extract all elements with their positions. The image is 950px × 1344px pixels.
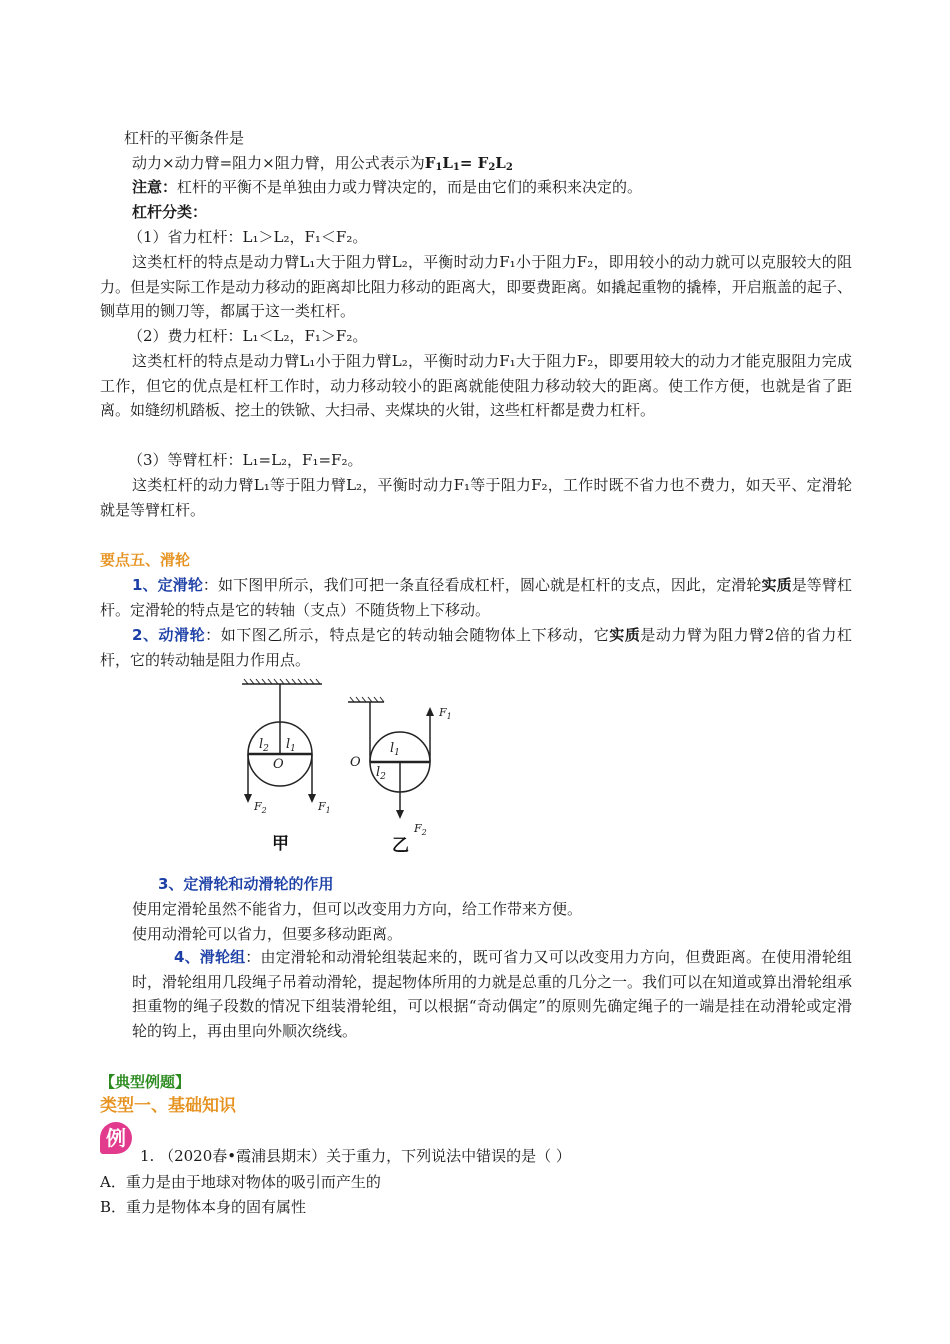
examples-heading: 【典型例题】: [100, 1073, 191, 1091]
pulley-block-paragraph: 4、滑轮组：由定滑轮和动滑轮组装起来的，既可省力又可以改变用力方向，但费距离。在使用滑轮组时，滑轮组用几段绳子吊着动滑轮，提起物体所用的力就是总重的几分之一。我们可以在知道或算出滑轮组承担重物的绳子段数的情况下组装滑轮组，可以根据“奇动偶定”的原则先确定绳子的一端是挂在动滑轮或定滑轮的钩上，再由里向外顺次绕线。: [132, 948, 853, 1040]
section-pulley-heading: 要点五、滑轮: [100, 551, 191, 569]
type1-heading: 类型一、基础知识: [100, 1096, 236, 1116]
lever-formula-line: [132, 153, 513, 173]
lever-class1-title: （1）省力杠杆：L₁＞L₂，F₁＜F₂。: [128, 228, 368, 246]
option-b[interactable]: B．重力是物体本身的固有属性: [100, 1198, 307, 1216]
lever-note: [132, 177, 642, 197]
lever-class-label: 杠杆分类：: [132, 203, 208, 221]
fixed-pulley-label: 1、定滑轮: [132, 576, 203, 594]
fixed-pulley-paragraph: 1、定滑轮：如下图甲所示，我们可把一条直径看成杠杆，圆心就是杠杆的支点，因此，定滑轮实质是等臂杠杆。定滑轮的特点是它的转轴（支点）不随货物上下移动。: [100, 576, 852, 619]
movable-o-label: O: [350, 755, 361, 770]
formula-text: 动力×动力臂=阻力×阻力臂，用公式表示为: [132, 154, 425, 172]
lever-class3-title: （3）等臂杠杆：L₁=L₂，F₁=F₂。: [128, 451, 363, 469]
example-badge: 例: [100, 1122, 132, 1154]
lever-class3-desc: 这类杠杆的动力臂L₁等于阻力臂L₂，平衡时动力F₁等于阻力F₂，工作时既不省力也不费力，如天平、定滑轮就是等臂杠杆。: [100, 476, 852, 519]
figure-label-jia: 甲: [272, 834, 289, 854]
option-a[interactable]: A．重力是由于地球对物体的吸引而产生的: [100, 1173, 381, 1191]
note-label: 注意：: [132, 178, 178, 196]
fixed-l1-label: $l_1$: [286, 737, 296, 754]
question-1: 1. （2020春•霞浦县期末）关于重力，下列说法中错误的是（ ）: [140, 1147, 571, 1165]
fixed-o-label: O: [273, 757, 284, 772]
lever-heading: 杠杆的平衡条件是: [124, 129, 245, 147]
figure-label-yi: 乙: [392, 836, 409, 856]
fixed-pulley-diagram: [242, 679, 322, 798]
fixed-f2-label: $F_2$: [254, 800, 267, 815]
movable-pulley-label: 2、动滑轮: [132, 626, 206, 644]
fixed-f1-label: $F_1$: [318, 800, 331, 815]
pulley-block-label: 4、滑轮组: [174, 948, 246, 966]
lever-class1-desc: 这类杠杆的特点是动力臂L₁大于阻力臂L₂，平衡时动力F₁小于阻力F₂，即用较小的动力就可以克服较大的阻力。但是实际工作是动力移动的距离却比阻力移动的距离大，即要费距离。如撬起重物的撬棒，开启瓶盖的起子、铡草用的铡刀等，都属于这一类杠杆。: [100, 253, 852, 320]
note-text: 杠杆的平衡不是单独由力或力臂决定的，而是由它们的乘积来决定的。: [177, 178, 643, 196]
fixed-l2-label: $l_2$: [259, 737, 269, 754]
fixed-pulley-function: 使用定滑轮虽然不能省力，但可以改变用力方向，给工作带来方便。: [132, 900, 583, 918]
movable-pulley-function: 使用动滑轮可以省力，但要多移动距离。: [132, 925, 403, 943]
lever-class2-title: （2）费力杠杆：L₁＜L₂，F₁＞F₂。: [128, 327, 368, 345]
formula: $F_1L_1= F_2L_2$: [424, 154, 513, 173]
movable-f2-label: $F_2$: [414, 822, 427, 837]
pulley-figure: [232, 676, 452, 856]
lever-class2-desc: 这类杠杆的特点是动力臂L₁小于阻力臂L₂，平衡时动力F₁大于阻力F₂，即要用较大的动力才能克服阻力完成工作，但它的优点是杠杆工作时，动力移动较小的距离就能使阻力移动较大的距离。使工作方便，也就是省了距离。如缝纫机踏板、挖土的铁锨、大扫帚、夹煤块的火钳，这些杠杆都是费力杠杆。: [100, 352, 852, 419]
movable-l2-label: $l_2$: [376, 765, 386, 782]
pulley-function-label: 3、定滑轮和动滑轮的作用: [158, 875, 334, 893]
movable-l1-label: $l_1$: [390, 741, 400, 758]
movable-pulley-paragraph: 2、动滑轮：如下图乙所示，特点是它的转动轴会随物体上下移动，它实质是动力臂为阻力臂2倍的省力杠杆，它的转动轴是阻力作用点。: [100, 626, 852, 669]
movable-f1-label: $F_1$: [439, 706, 452, 721]
